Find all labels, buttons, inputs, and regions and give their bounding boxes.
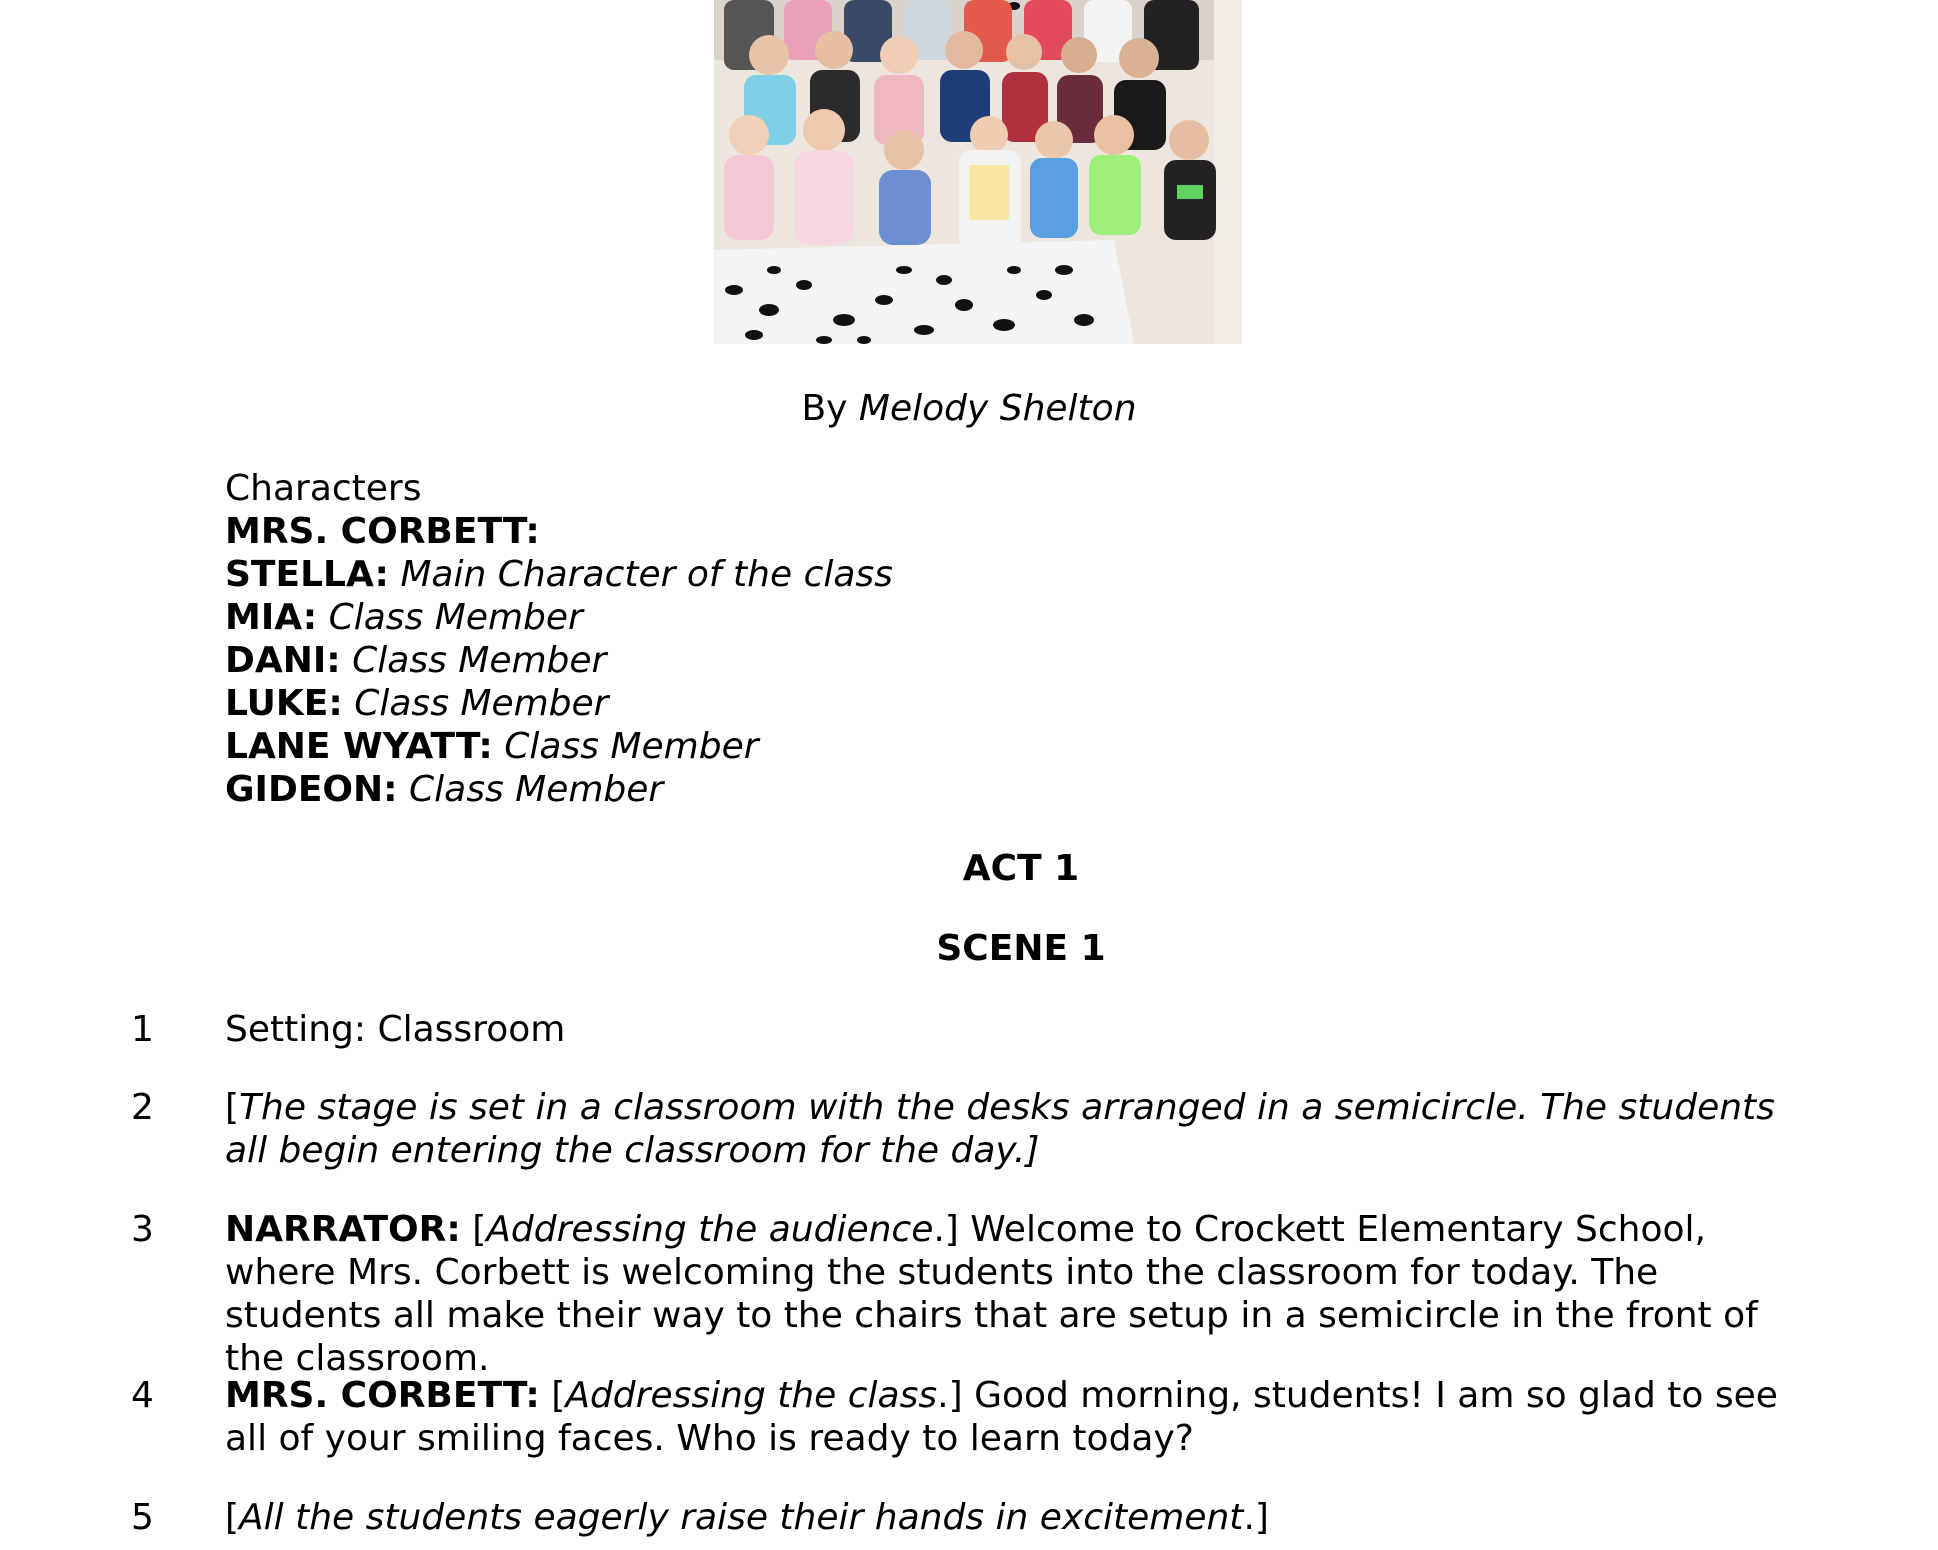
line-number: 3 xyxy=(131,1209,154,1250)
stage-direction: Addressing the class xyxy=(565,1375,938,1416)
byline xyxy=(0,388,1938,430)
character-role: Class Member xyxy=(328,597,583,638)
bracket-open: [ xyxy=(539,1375,566,1416)
character-role: Class Member xyxy=(504,726,759,767)
dialogue: Good morning, students! I am so glad to see all of your smiling faces. Who is ready to learn today? xyxy=(225,1375,1778,1459)
character-name: GIDEON: xyxy=(225,769,398,810)
character-name: MRS. CORBETT: xyxy=(225,511,540,552)
character-name: LUKE: xyxy=(225,683,343,724)
dialogue: Welcome to Crockett Elementary School, where Mrs. Corbett is welcoming the students into the classroom for today. The students all make their way to the chairs that are setup in a semicircle in the front of the classroom. xyxy=(225,1209,1758,1379)
line-text xyxy=(225,1086,1825,1172)
character-entry xyxy=(225,768,893,811)
line-number: 4 xyxy=(131,1375,154,1416)
character-entry xyxy=(225,596,893,639)
speaker-name: MRS. CORBETT: xyxy=(225,1375,540,1416)
line-number: 1 xyxy=(131,1009,154,1050)
character-entry xyxy=(225,553,893,596)
author-name: Melody Shelton xyxy=(858,388,1137,429)
scene-heading: SCENE 1 xyxy=(936,928,1106,969)
character-entry xyxy=(225,725,893,768)
bracket-close: .] xyxy=(937,1375,963,1416)
character-list xyxy=(225,467,893,811)
line-number: 2 xyxy=(131,1087,154,1128)
bracket-close: .] xyxy=(1243,1497,1269,1538)
class-photo xyxy=(714,0,1242,344)
speaker-name: NARRATOR: xyxy=(225,1209,461,1250)
character-name: LANE WYATT: xyxy=(225,726,493,767)
character-name: STELLA: xyxy=(225,554,389,595)
act-heading: ACT 1 xyxy=(962,848,1080,889)
stage-direction: Addressing the audience xyxy=(486,1209,934,1250)
character-role: Class Member xyxy=(354,683,609,724)
byline-prefix: By xyxy=(801,388,859,429)
character-name: MIA: xyxy=(225,597,318,638)
line-number: 5 xyxy=(131,1497,154,1538)
bracket-open: [ xyxy=(460,1209,487,1250)
line-text xyxy=(225,1496,1825,1539)
characters-heading: Characters xyxy=(225,468,422,509)
character-name: DANI: xyxy=(225,640,341,681)
stage-direction: The stage is set in a classroom with the desks arranged in a semicircle. The students all begin entering the classroom for the day.] xyxy=(225,1087,1775,1171)
character-role: Class Member xyxy=(409,769,664,810)
stage-direction: All the students eagerly raise their hands in excitement xyxy=(239,1497,1244,1538)
class-photo-drawing xyxy=(714,0,1242,344)
line-text xyxy=(225,1208,1825,1380)
character-entry xyxy=(225,510,893,553)
character-role: Main Character of the class xyxy=(400,554,893,595)
character-entry xyxy=(225,639,893,682)
line-text xyxy=(225,1374,1825,1460)
character-entry xyxy=(225,682,893,725)
bracket-close: .] xyxy=(933,1209,959,1250)
line-text: Setting: Classroom xyxy=(225,1009,566,1050)
bracket-open: [ xyxy=(225,1497,240,1538)
character-role: Class Member xyxy=(352,640,607,681)
bracket-open: [ xyxy=(225,1087,240,1128)
